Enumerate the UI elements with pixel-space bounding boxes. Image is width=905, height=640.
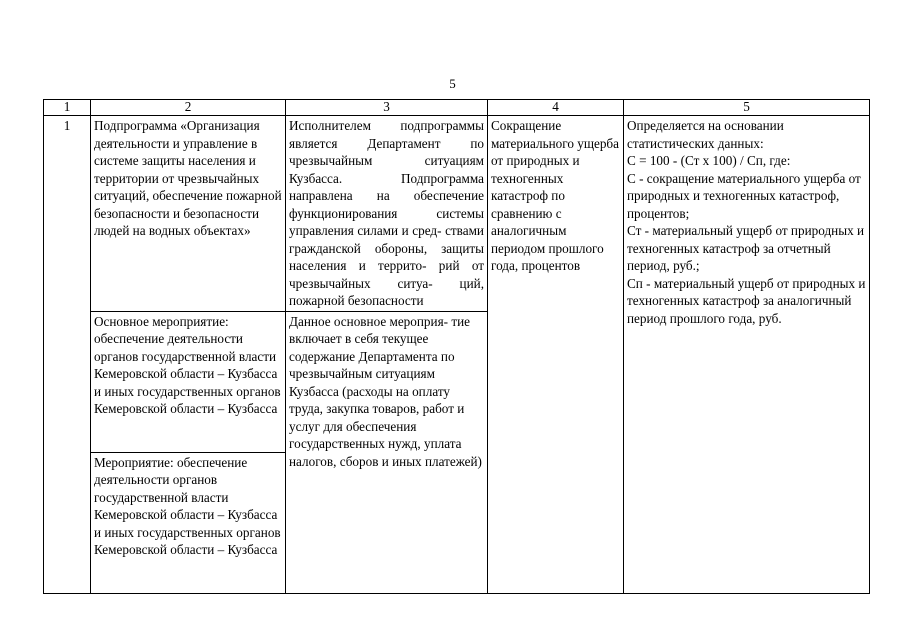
method-line: Сп - материальный ущерб от природных и техногенных катастроф за аналогичный период прошлого года, руб. bbox=[627, 275, 866, 326]
subprogram-name-cell: Подпрограмма «Организация деятельности и управление в системе защиты населения и территории от чрезвычайных ситуаций, обеспечение пожарной безопасности и безопасности людей на водных объектах» bbox=[91, 116, 286, 312]
activity-name-cell: Мероприятие: обеспечение деятельности органов государственной власти Кемеровской области – Кузбасса и иных государственных органов Кемеровской области – Кузбасса bbox=[91, 452, 286, 593]
calculation-method-cell bbox=[624, 116, 870, 594]
subprogram-description-cell: Исполнителем подпрограммы является Департамент по чрезвычайным ситуациям Кузбасса. Подпрограмма направлена на обеспечение функционирования системы управления силами и сред- ствами гражданской обороны, защиты населения и террито- рий от чрезвычайных ситуа- ций, пожарной безопасности bbox=[286, 116, 488, 312]
column-header-2: 2 bbox=[91, 100, 286, 116]
row-number: 1 bbox=[44, 116, 91, 594]
column-header-4: 4 bbox=[488, 100, 624, 116]
column-header-1: 1 bbox=[44, 100, 91, 116]
indicator-cell: Сокращение материального ущерба от природных и техногенных катастроф по сравнению с аналогичным периодом прошлого года, процентов bbox=[488, 116, 624, 594]
main-activity-description-cell: Данное основное мероприя- тие включает в себя текущее содержание Департамента по чрезвычайным ситуациям Кузбасса (расходы на оплату труда, закупка товаров, работ и услуг для обеспечения государственных нужд, уплата налогов, сборов и иных платежей) bbox=[286, 311, 488, 593]
indicators-table bbox=[43, 99, 870, 594]
column-header-5: 5 bbox=[624, 100, 870, 116]
column-header-3: 3 bbox=[286, 100, 488, 116]
method-line: Определяется на основании статистических данных: bbox=[627, 118, 784, 151]
main-activity-name-cell: Основное мероприятие: обеспечение деятельности органов государственной власти Кемеровской области – Кузбасса и иных государственных органов Кемеровской области – Кузбасса bbox=[91, 311, 286, 452]
table-row bbox=[44, 116, 870, 312]
method-line: Ст - материальный ущерб от природных и техногенных катастроф за отчетный период, руб.; bbox=[627, 223, 865, 273]
formula-line: С = 100 - (Ст х 100) / Сп, где: bbox=[627, 153, 791, 168]
table-header-row bbox=[44, 100, 870, 116]
method-line: С - сокращение материального ущерба от природных и техногенных катастроф, процентов; bbox=[627, 170, 861, 221]
page-number: 5 bbox=[449, 76, 456, 91]
